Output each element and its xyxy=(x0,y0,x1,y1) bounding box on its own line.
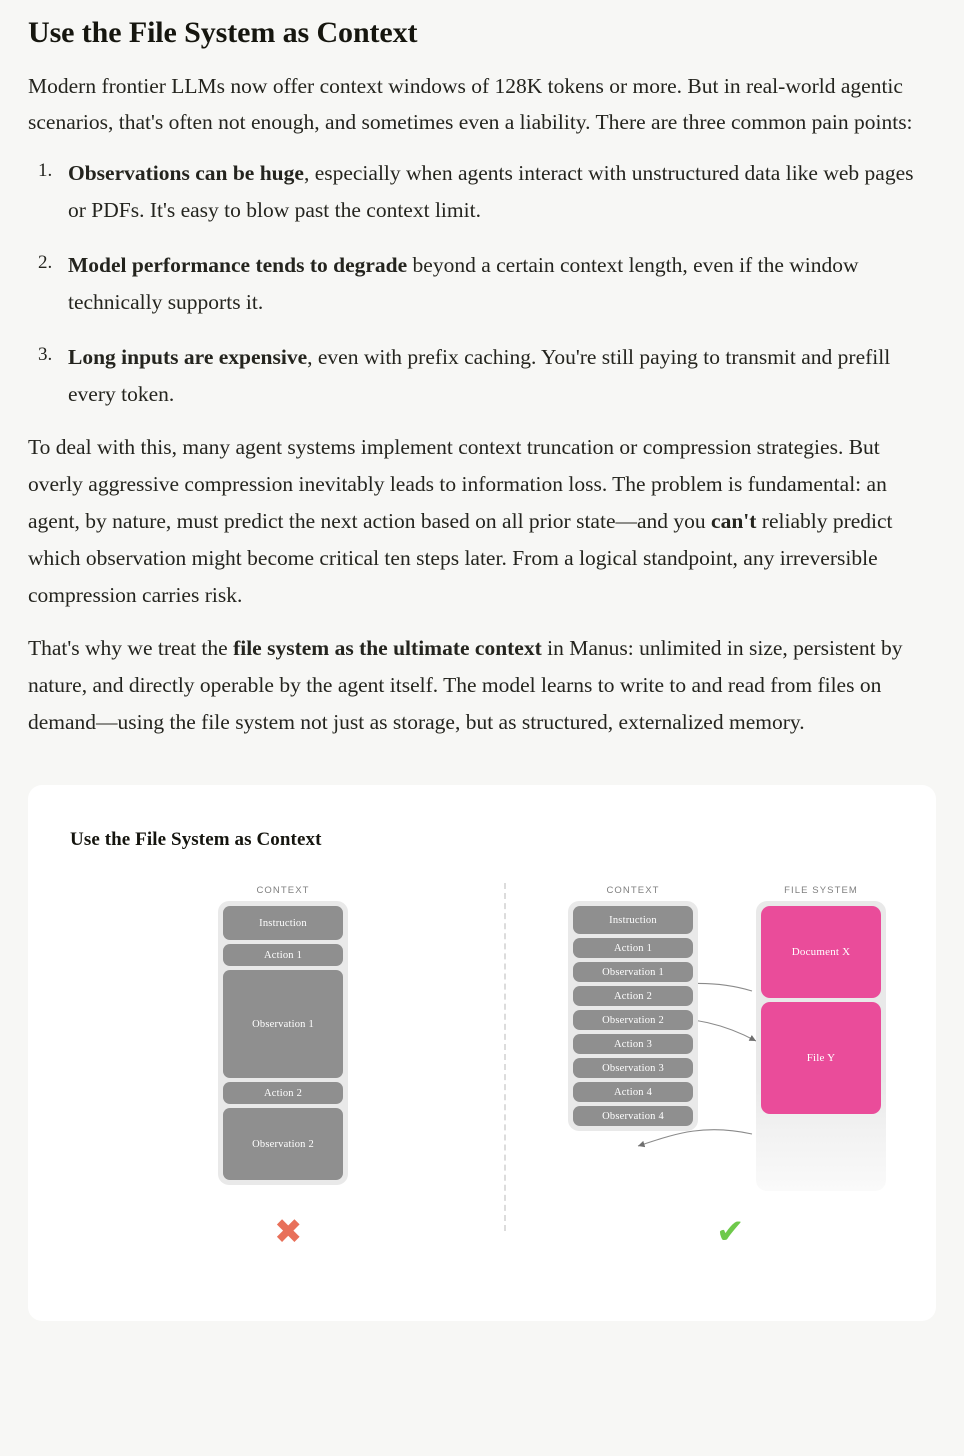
block-action-1: Action 1 xyxy=(573,938,693,958)
pain-points-list xyxy=(28,155,936,413)
filesystem-paragraph xyxy=(28,630,936,741)
pain-point-rest: beyond a certain context length, even if the window technically supports it. xyxy=(68,253,859,315)
block-action-2: Action 2 xyxy=(573,986,693,1006)
block-action-2: Action 2 xyxy=(223,1082,343,1104)
right-context-label: CONTEXT xyxy=(606,885,660,896)
filesystem-emphasis: file system as the ultimate context xyxy=(233,636,542,661)
block-instruction: Instruction xyxy=(223,906,343,940)
block-action-3: Action 3 xyxy=(573,1034,693,1054)
page-title: Use the File System as Context xyxy=(28,16,418,49)
pain-point-lead: Model performance tends to degrade xyxy=(68,253,408,278)
truncation-text-a: To deal with this, many agent systems implement context truncation or compression strategies. But overly aggressive compression inevitably leads to information loss. The problem is fundamental: an agent, by nature, must predict the next action based on all prior state—and you xyxy=(28,435,887,534)
file-system-stack xyxy=(756,901,886,1191)
filesystem-text-b: in Manus: unlimited in size, persistent by nature, and directly operable by the agent itself. The model learns to write to and read from files on demand—using the file system not just as storage, but as structured, externalized memory. xyxy=(28,636,903,735)
list-item xyxy=(68,155,936,229)
block-observation-3: Observation 3 xyxy=(573,1058,693,1078)
truncation-paragraph xyxy=(28,429,936,614)
pain-point-rest: , especially when agents interact with unstructured data like web pages or PDFs. It's easy to blow past the context limit. xyxy=(68,161,914,223)
check-icon: ✔ xyxy=(716,1212,745,1252)
figure-card xyxy=(28,785,936,1321)
truncation-text-b: reliably predict which observation might become critical ten steps later. From a logical standpoint, any irreversible compression carries risk. xyxy=(28,509,893,608)
list-item xyxy=(68,247,936,321)
block-observation-1: Observation 1 xyxy=(223,970,343,1078)
diagram xyxy=(52,885,912,1291)
pain-point-lead: Long inputs are expensive xyxy=(68,345,308,370)
figure-title: Use the File System as Context xyxy=(70,829,322,850)
file-system-label: FILE SYSTEM xyxy=(784,885,858,896)
block-observation-1: Observation 1 xyxy=(573,962,693,982)
right-context-stack xyxy=(568,901,698,1131)
file-document-x: Document X xyxy=(761,906,881,998)
truncation-emphasis: can't xyxy=(711,509,757,534)
block-action-4: Action 4 xyxy=(573,1082,693,1102)
left-context-stack xyxy=(218,901,348,1185)
left-context-label: CONTEXT xyxy=(256,885,310,896)
block-action-1: Action 1 xyxy=(223,944,343,966)
filesystem-text-a: That's why we treat the xyxy=(28,636,234,661)
connector-filey-to-action4 xyxy=(638,1130,752,1146)
pain-point-lead: Observations can be huge xyxy=(68,161,304,186)
list-item xyxy=(68,339,936,413)
vertical-divider xyxy=(504,883,506,1231)
pain-point-rest: , even with prefix caching. You're still paying to transmit and prefill every token. xyxy=(68,345,891,407)
block-observation-4: Observation 4 xyxy=(573,1106,693,1126)
file-file-y: File Y xyxy=(761,1002,881,1114)
cross-icon: ✖ xyxy=(274,1212,303,1252)
block-observation-2: Observation 2 xyxy=(573,1010,693,1030)
intro-paragraph: Modern frontier LLMs now offer context windows of 128K tokens or more. But in real-world agentic scenarios, that's often not enough, and sometimes even a liability. There are three common pain points: xyxy=(28,73,913,135)
block-observation-2: Observation 2 xyxy=(223,1108,343,1180)
block-instruction: Instruction xyxy=(573,906,693,934)
